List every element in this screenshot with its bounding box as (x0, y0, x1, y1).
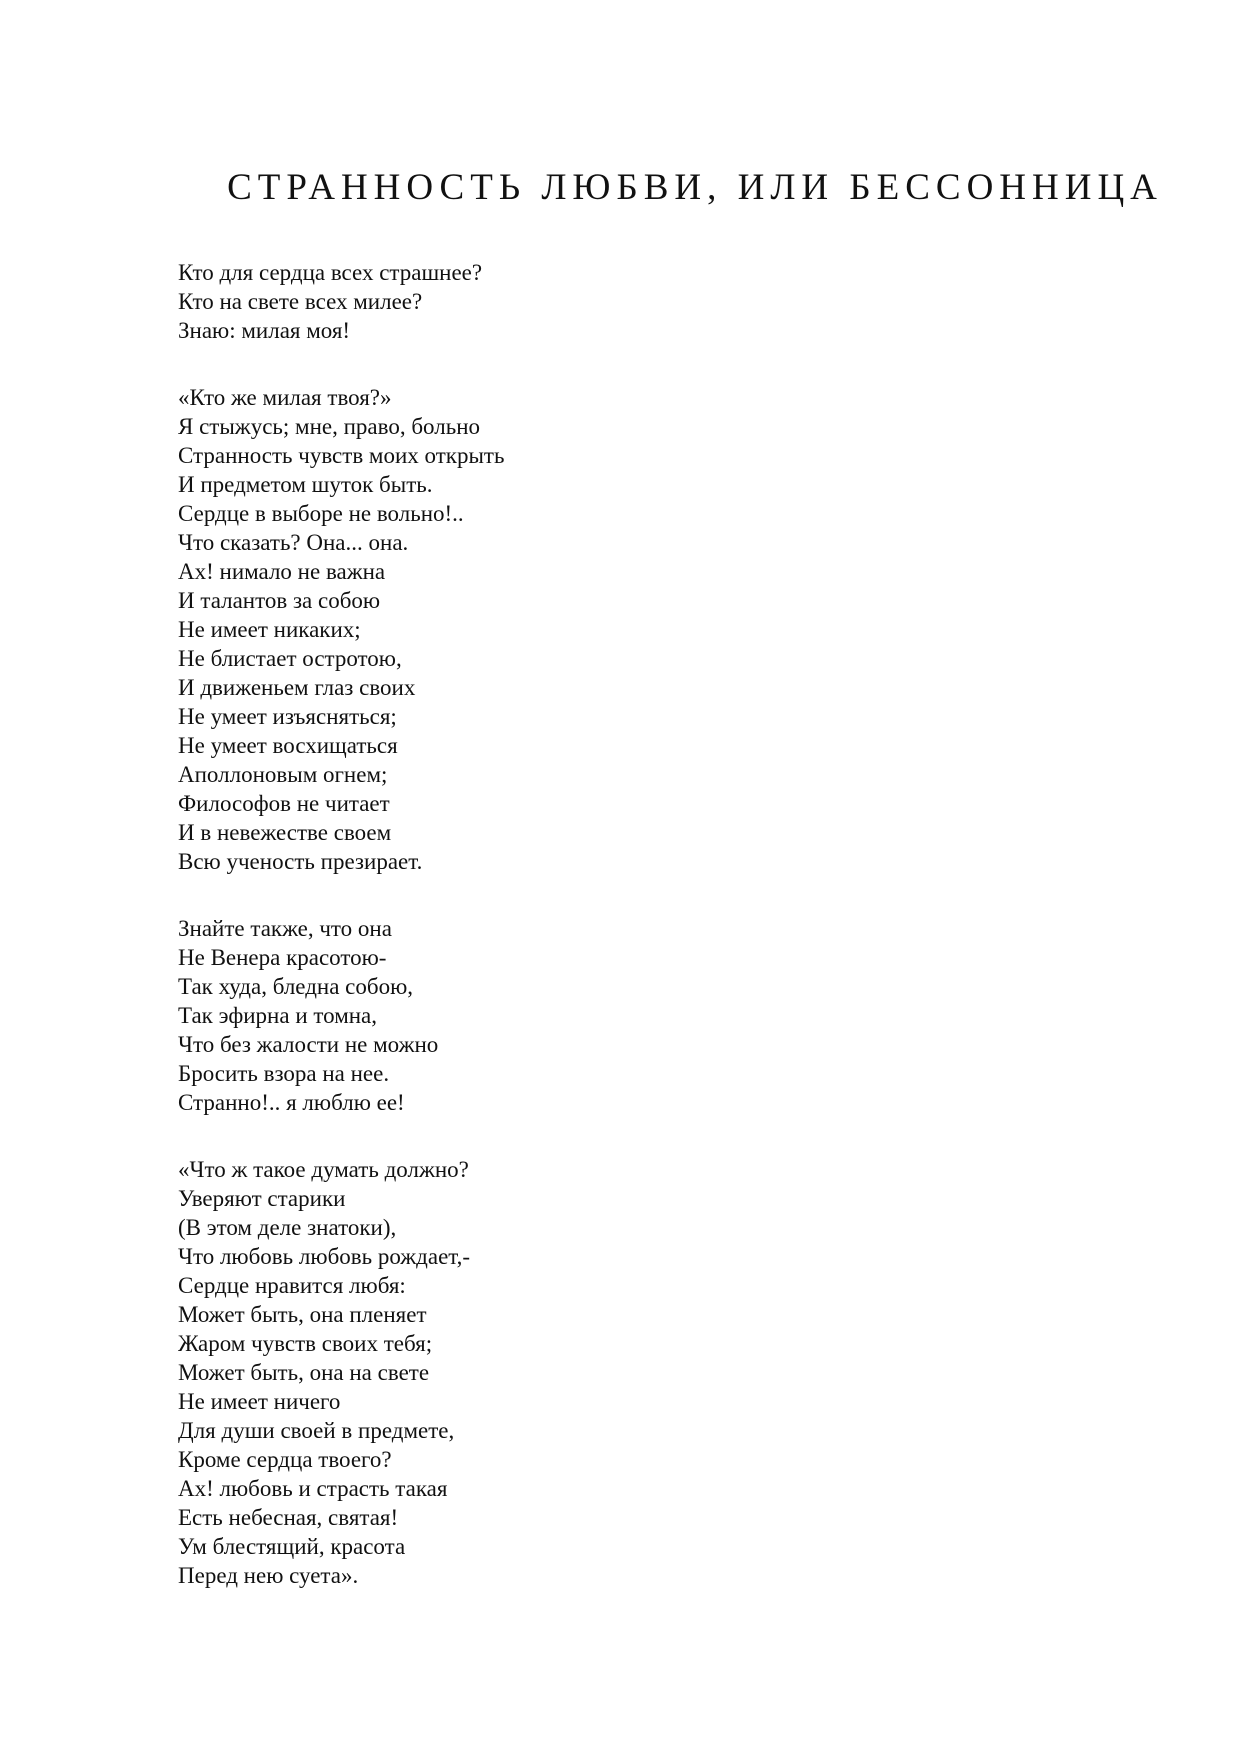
poem-line: Уверяют старики (178, 1186, 346, 1211)
poem-line: Есть небесная, святая! (178, 1505, 399, 1530)
poem-line: Что сказать? Она... она. (178, 530, 409, 555)
poem-line: И талантов за собою (178, 588, 381, 613)
poem-line: Философов не читает (178, 791, 390, 816)
poem-line: Всю ученость презирает. (178, 849, 423, 874)
poem-title: СТРАННОСТЬ ЛЮБВИ, ИЛИ БЕССОННИЦА (227, 167, 1163, 208)
poem-line: Может быть, она на свете (178, 1360, 430, 1385)
poem-line: И в невежестве своем (178, 820, 392, 845)
poem-line: Что без жалости не можно (178, 1032, 439, 1057)
poem-line: Не Венера красотою- (178, 945, 387, 970)
poem-line: Не имеет никаких; (178, 617, 361, 642)
poem-line: Не блистает остротою, (178, 646, 402, 671)
poem-line: Аполлоновым огнем; (178, 762, 388, 787)
poem-line: «Что ж такое думать должно? (178, 1157, 469, 1182)
stanza-2 (178, 383, 1078, 876)
stanza-3 (178, 914, 1078, 1117)
poem-line: Не имеет ничего (178, 1389, 341, 1414)
poem-line: Сердце в выборе не вольно!.. (178, 501, 464, 526)
poem-line: Странно!.. я люблю ее! (178, 1090, 405, 1115)
poem-line: Для души своей в предмете, (178, 1418, 455, 1443)
poem-line: Бросить взора на нее. (178, 1061, 390, 1086)
poem-line: Так худа, бледна собою, (178, 974, 414, 999)
poem-line: Ум блестящий, красота (178, 1534, 406, 1559)
poem-line: Кто для сердца всех страшнее? (178, 260, 483, 285)
poem-line: Кто на свете всех милее? (178, 289, 423, 314)
poem-line: Ах! нимало не важна (178, 559, 386, 584)
poem-line: И движеньем глаз своих (178, 675, 416, 700)
poem-line: Может быть, она пленяет (178, 1302, 427, 1327)
poem-line: Сердце нравится любя: (178, 1273, 406, 1298)
poem-line: Ах! любовь и страсть такая (178, 1476, 448, 1501)
poem-line: (В этом деле знатоки), (178, 1215, 397, 1240)
stanza-4 (178, 1155, 1078, 1590)
poem-line: Я стыжусь; мне, право, больно (178, 414, 480, 439)
poem-line: Знайте также, что она (178, 916, 392, 941)
poem-line: Не умеет изъясняться; (178, 704, 397, 729)
poem-line: Перед нею суета». (178, 1563, 359, 1588)
poem-body (178, 258, 1078, 1628)
poem-line: Так эфирна и томна, (178, 1003, 378, 1028)
poem-line: Жаром чувств своих тебя; (178, 1331, 433, 1356)
poem-line: Знаю: милая моя! (178, 318, 351, 343)
poem-line: И предметом шуток быть. (178, 472, 433, 497)
poem-line: Что любовь любовь рождает,- (178, 1244, 471, 1269)
poem-line: Не умеет восхищаться (178, 733, 398, 758)
poem-line: Кроме сердца твоего? (178, 1447, 392, 1472)
poem-line: Странность чувств моих открыть (178, 443, 505, 468)
stanza-1 (178, 258, 1078, 345)
poem-line: «Кто же милая твоя?» (178, 385, 392, 410)
